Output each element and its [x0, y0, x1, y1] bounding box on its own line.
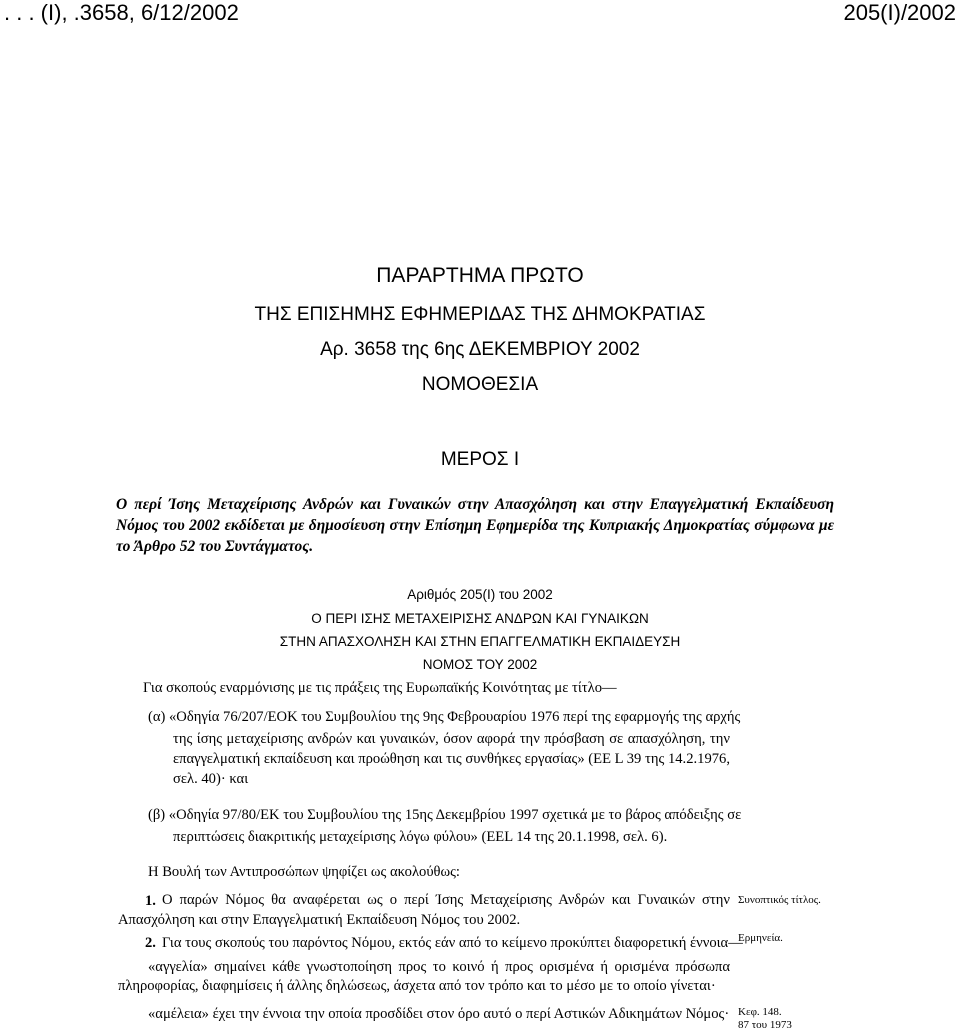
gazette-header-left: . . . (Ι), .3658, 6/12/2002	[4, 0, 239, 25]
purpose-statement: Για σκοπούς εναρμόνισης με τις πράξεις της Ευρωπαϊκής Κοινότητας με τίτλο—	[143, 680, 617, 696]
item-b-line2: περιπτώσεις διακριτικής μεταχείρισης λόγω φύλου» (ΕΕL 14 της 20.1.1998, σελ. 6).	[173, 829, 668, 845]
law-title-line1: Ο ΠΕΡΙ ΙΣΗΣ ΜΕΤΑΧΕΙΡΙΣΗΣ ΑΝΔΡΩΝ ΚΑΙ ΓΥΝΑΙΚΩΝ	[311, 611, 649, 626]
margin-note-law-87-1973: 87 του 1973	[738, 1019, 792, 1031]
section-legislation: ΝΟΜΟΘΕΣΙΑ	[421, 374, 539, 395]
gazette-name: ΤΗΣ ΕΠΙΣΗΜΗΣ ΕΦΗΜΕΡΙΔΑΣ ΤΗΣ ΔΗΜΟΚΡΑΤΙΑΣ	[254, 304, 706, 325]
definition-negligence: «αμέλεια» έχει την έννοια την οποία προσδίδει στον όρο αυτό ο περί Αστικών Αδικημάτων Νόμος·	[148, 1006, 730, 1022]
item-a-line2: της ίσης μεταχείρισης ανδρών και γυναικών, όσον αφορά την πρόσβαση σε απασχόληση, την	[173, 731, 730, 747]
item-a-line1: (α) «Οδηγία 76/207/ΕΟΚ του Συμβουλίου της 9ης Φεβρουαρίου 1976 περί της εφαρμογής της αρχής	[148, 709, 741, 725]
section-2-line1: Για τους σκοπούς του παρόντος Νόμου, εκτός εάν από το κείμενο προκύπτει διαφορετική έννοια—	[162, 935, 743, 951]
section-1-line1: Ο παρών Νόμος θα αναφέρεται ως ο περί Ίσης Μεταχείρισης Ανδρών και Γυναικών στην	[162, 892, 730, 908]
law-number: Αριθμός 205(Ι) του 2002	[407, 587, 553, 602]
issue-number: Αρ. 3658 της 6ης ΔΕΚΕΜΒΡΙΟΥ 2002	[320, 339, 640, 360]
item-a-line4: σελ. 40)· και	[173, 771, 249, 787]
gazette-header-right: 205(Ι)/2002	[843, 0, 956, 25]
annex-title: ΠΑΡΑΡΤΗΜΑ ΠΡΩΤΟ	[376, 264, 584, 287]
margin-note-cap-148: Κεφ. 148.	[738, 1006, 782, 1018]
definition-announcement-line1: «αγγελία» σημαίνει κάθε γνωστοποίηση προς το κοινό ή προς ορισμένα ή ορισμένα πρόσωπα	[148, 959, 730, 975]
item-b-line1: (β) «Οδηγία 97/80/ΕΚ του Συμβουλίου της 15ης Δεκεμβρίου 1997 σχετικά με το βάρος απόδειξης σε	[148, 807, 742, 823]
section-1-number: 1.	[145, 893, 156, 909]
section-2-number: 2.	[145, 935, 156, 951]
law-title-line2: ΣΤΗΝ ΑΠΑΣΧΟΛΗΣΗ ΚΑΙ ΣΤΗΝ ΕΠΑΓΓΕΛΜΑΤΙΚΗ ΕΚΠΑΙΔΕΥΣΗ	[279, 634, 681, 649]
margin-note-short-title: Συνοπτικός τίτλος.	[738, 894, 821, 906]
margin-note-interpretation: Ερμηνεία.	[738, 932, 783, 944]
item-a-line3: επαγγελματική εκπαίδευση και προώθηση και τις συνθήκες εργασίας» (ΕΕ L 39 της 14.2.1976,	[173, 751, 730, 767]
law-title-line3: ΝΟΜΟΣ ΤΟΥ 2002	[422, 657, 538, 672]
part-heading: ΜΕΡΟΣ Ι	[440, 449, 520, 470]
publication-notice: Ο περί Ίσης Μεταχείρισης Ανδρών και Γυναικών στην Απασχόληση και στην Επαγγελματική Εκπαίδευση Νόμος του 2002 εκδίδεται με δημοσίευση στην Επίσημη Εφημερίδα της Κυπριακής Δημοκρατίας σύμφωνα με το Άρθρο 52 του Συντάγματος.	[116, 496, 834, 555]
section-1-line2: Απασχόληση και στην Επαγγελματική Εκπαίδευση Νόμος του 2002.	[118, 912, 521, 928]
definition-announcement-line2: πληροφορίας, διαφημίσεις ή άλλης δηλώσεως, άσχετα από τον τρόπο και το μέσο με το οποίο γίνεται·	[118, 978, 716, 994]
enacting-formula: Η Βουλή των Αντιπροσώπων ψηφίζει ως ακολούθως:	[148, 864, 460, 880]
